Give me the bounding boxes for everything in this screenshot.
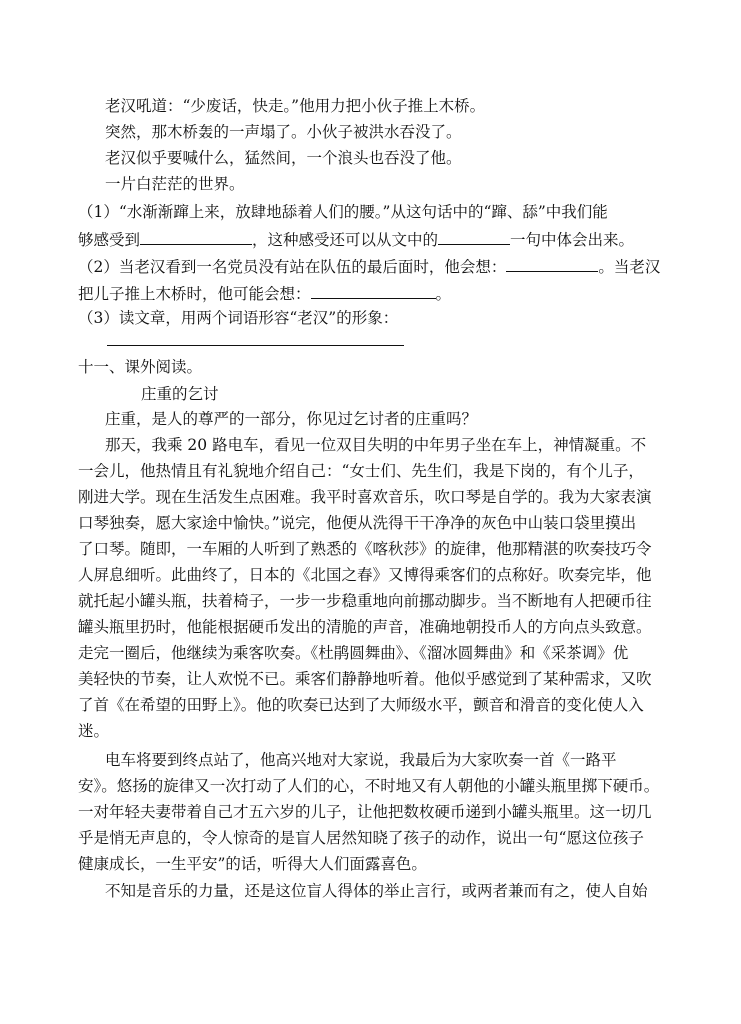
question-1-text-b: ，这种感受还可以从文中的 [252,231,439,249]
answer-blank-2b[interactable] [311,281,436,299]
answer-blank-1b[interactable] [438,227,510,245]
story-paragraph: 一片白茫茫的世界。 [105,175,245,193]
article-line: 不知是音乐的力量，还是这位盲人得体的举止言行，或两者兼而有之，使人自始 [105,882,648,900]
question-1-text-c: 一句中体会出来。 [510,231,635,249]
article-line: 安》。悠扬的旋律又一次打动了人们的心，不时地又有人朝他的小罐头瓶里掷下硬币。 [78,777,660,795]
answer-blank-1a[interactable] [140,227,252,245]
article-line: 迷。 [78,722,110,740]
story-paragraph: 老汉吼道：“少废话，快走。”他用力把小伙子推上木桥。 [105,97,486,115]
question-2-text-b: 。当老汉 [598,258,661,276]
article-line: 美轻快的节奏，让人欢悦不已。乘客们静静地听着。他似乎感觉到了某种需求，又吹 [78,670,652,688]
question-1-continued [78,227,634,251]
question-2-text-c: 把儿子推上木桥时，他可能会想： [78,285,311,303]
article-line: 人屏息细听。此曲终了，日本的《北国之春》又博得乘客们的点称好。吹奏完毕，他 [78,566,652,584]
story-paragraph: 老汉似乎要喊什么，猛然间，一个浪头也吞没了他。 [105,149,462,167]
article-line: 健康成长，一生平安”的话，听得大人们面露喜色。 [78,855,427,873]
story-paragraph: 突然，那木桥轰的一声塌了。小伙子被洪水吞没了。 [105,123,462,141]
article-line: 口琴独奏，愿大家途中愉快。”说完，他便从洗得干干净净的灰色中山装口袋里摸出 [78,514,637,532]
question-1-text-a: 够感受到 [78,231,141,249]
article-line: 刚进大学。现在生活发生点困难。我平时喜欢音乐，吹口琴是自学的。我为大家表演 [78,488,652,506]
question-2-continued [78,281,451,305]
answer-line-3[interactable] [107,345,404,346]
article-line: 乎是悄无声息的，令人惊奇的是盲人居然知晓了孩子的动作，说出一句“愿这位孩子 [78,829,644,847]
question-1-text: （1）“水渐渐蹿上来，放肆地舔着人们的腰。”从这句话中的“蹿、舔”中我们能 [78,203,608,221]
article-line: 一对年轻夫妻带着自己才五六岁的儿子，让他把数枚硬币递到小罐头瓶里。这一切几 [78,803,652,821]
article-line: 了首《在希望的田野上》。他的吹奏已达到了大师级水平，颤音和滑音的变化使人入 [78,696,644,714]
article-line: 庄重，是人的尊严的一部分，你见过乞讨者的庄重吗？ [105,410,478,428]
section-heading: 十一、课外阅读。 [78,358,203,376]
question-2-text-d: 。 [435,285,452,303]
article-line: 了口琴。随即，一车厢的人听到了熟悉的《喀秋莎》的旋律，他那精湛的吹奏技巧令 [78,540,652,558]
article-line: 罐头瓶里扔时，他能根据硬币发出的清脆的声音，准确地朝投币人的方向点头致意。 [78,618,652,636]
question-2-text [78,254,660,278]
question-3-text: （3）读文章，用两个词语形容“老汉”的形象： [78,309,399,327]
article-line: 电车将要到终点站了，他高兴地对大家说，我最后为大家吹奏一首《一路平 [105,751,617,769]
article-line: 就托起小罐头瓶，扶着椅子，一步一步稳重地向前挪动脚步。当不断地有人把硬币往 [78,592,652,610]
article-line: 那天，我乘 20 路电车，看见一位双目失明的中年男子坐在车上，神情凝重。不 [105,436,647,454]
question-2-text-a: （2）当老汉看到一名党员没有站在队伍的最后面时，他会想： [78,258,507,276]
article-line: 走完一圈后，他继续为乘客吹奏。《杜鹃圆舞曲》、《溜冰圆舞曲》和《采茶调》优 [78,644,629,662]
article-line: 一会儿，他热情且有礼貌地介绍自己：“女士们、先生们，我是下岗的，有个儿子， [78,462,644,480]
article-title: 庄重的乞讨 [141,385,219,403]
answer-blank-2a[interactable] [506,254,598,272]
